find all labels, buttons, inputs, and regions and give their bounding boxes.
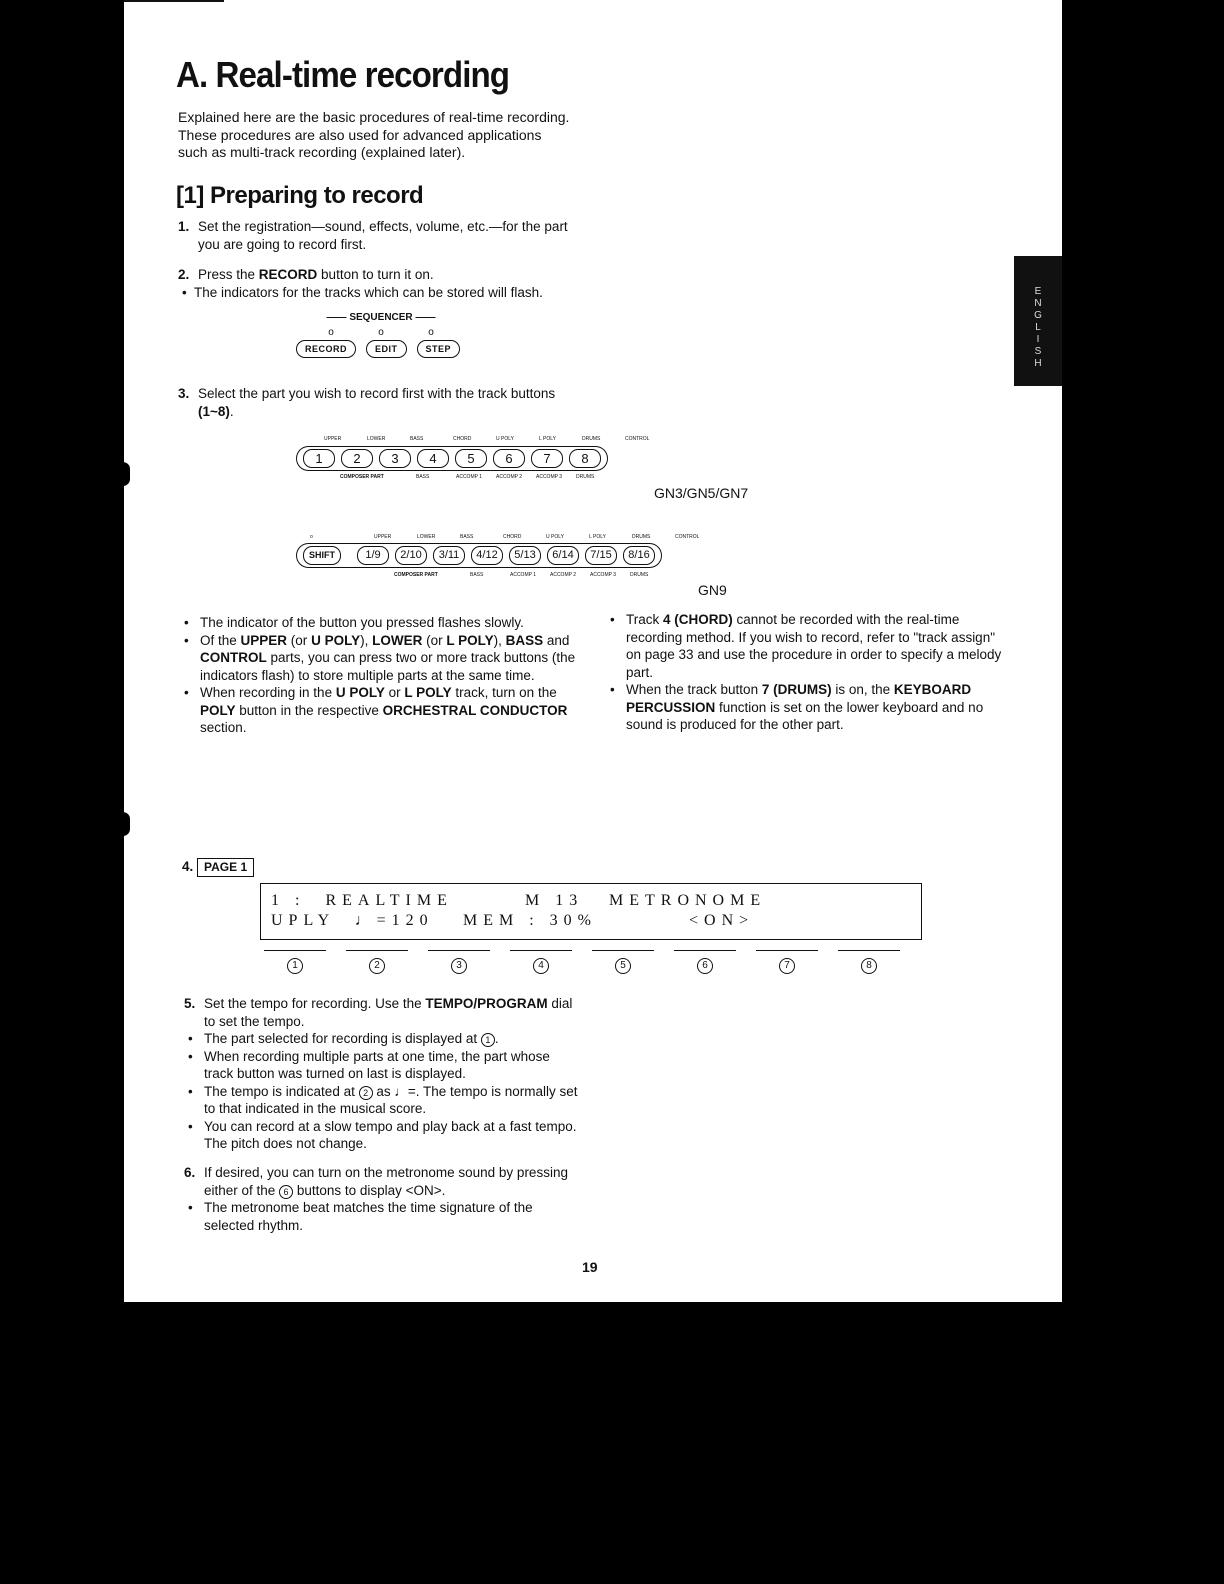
step-number: 1. [178,219,190,234]
bullet [180,684,576,737]
binding-hole [124,462,130,486]
track-button-1-9[interactable]: 1/9 [357,546,389,565]
section-title: [1] Preparing to record [176,182,424,209]
part: BASS [470,572,484,578]
track-button-5-13[interactable]: 5/13 [509,546,541,565]
lcd-button-8[interactable] [838,950,900,974]
indicator: L POLY [539,436,556,442]
t: or [384,685,405,700]
record-word: RECORD [258,267,318,282]
bullet: • When recording multiple parts at one time, the part whose track button was turned on last is displayed. [184,1048,578,1083]
manual-page [124,0,1062,1302]
step-text [198,266,598,284]
tab-letter: E [1034,286,1042,297]
indicator: LOWER [367,436,386,442]
text: Press the [198,267,259,282]
track-button-3[interactable]: 3 [379,449,411,468]
t: KEYBOARD PERCUSSION [626,682,972,715]
edit-button[interactable]: EDIT [366,340,407,358]
text: button to turn it on. [317,267,434,282]
tab-letter: I [1036,334,1040,345]
lcd-measure: M 13 [525,892,584,909]
tab-letter: N [1034,298,1042,309]
t: (or [422,632,447,648]
t: When the track button [626,682,762,697]
indicator: CHORD [503,534,522,540]
text: Select the part you wish to record first with the track buttons [198,386,556,401]
step-2 [178,266,598,301]
record-button[interactable]: RECORD [296,340,356,358]
step-3 [178,385,578,420]
t: Track [626,612,663,627]
track-button-8-16[interactable]: 8/16 [623,546,655,565]
marker-number: 6 [697,958,713,974]
sequencer-label-text: SEQUENCER [349,312,413,323]
bullet [606,611,1002,681]
t: The tempo is indicated at [204,1083,359,1099]
track-buttons-gn357 [296,446,608,471]
indicator: U POLY [496,436,514,442]
step-number: 5. [184,996,196,1011]
tab-letter: L [1035,322,1041,333]
step-text [198,385,578,420]
indicator: BASS [460,534,474,540]
track-button-7[interactable]: 7 [531,449,563,468]
track-indicators-gn357 [324,436,668,442]
marker-number: 5 [615,958,631,974]
t: CONTROL [200,650,267,665]
track-button-4[interactable]: 4 [417,449,449,468]
marker-ref: 1 [481,1033,495,1047]
shift-indicator-icon: o [310,534,313,540]
sequencer-panel [296,312,466,358]
step-text [204,995,578,1030]
step-6 [184,1164,578,1234]
t: is on, the [831,682,894,697]
composer-parts-gn357 [340,474,616,480]
lcd-button-7[interactable] [756,950,818,974]
bullet [606,681,1002,734]
part: DRUMS [576,474,595,480]
track-button-6[interactable]: 6 [493,449,525,468]
t: L POLY [446,632,494,648]
page-1-button[interactable]: PAGE 1 [197,858,254,877]
marker-ref: 2 [359,1086,373,1100]
lcd-button-1[interactable] [264,950,326,974]
marker-number: 8 [861,958,877,974]
marker-number: 7 [779,958,795,974]
lcd-mode: 1 : REALTIME [271,892,453,909]
step-text: Set the registration—sound, effects, volume, etc.—for the part you are going to record first. [198,219,568,252]
t: The part selected for recording is displayed at [204,1031,481,1046]
t: 7 (DRUMS) [761,682,832,697]
step-number: 2. [178,267,190,282]
bullet: • The metronome beat matches the time signature of the selected rhythm. [184,1199,578,1234]
step-number: 4. [182,859,194,874]
lcd-button-2[interactable] [346,950,408,974]
t: ), [493,632,506,648]
track-button-4-12[interactable]: 4/12 [471,546,503,565]
bullet [180,632,576,685]
t: button in the respective [235,702,383,718]
t: POLY [200,702,236,718]
page-number: 19 [582,1259,598,1275]
track-button-1[interactable]: 1 [303,449,335,468]
binding-hole [124,812,130,836]
language-tab [1014,256,1062,386]
bullet: • You can record at a slow tempo and play back at a fast tempo. The pitch does not change. [184,1118,578,1153]
part: BASS [416,474,430,480]
bullet: • The indicator of the button you pressed flashes slowly. [180,614,576,632]
step-button[interactable]: STEP [417,340,461,358]
t: Set the tempo for recording. Use the [204,996,426,1011]
indicator: UPPER [374,534,392,540]
t: UPPER [240,632,288,648]
step-5 [184,995,578,1153]
t: ), [360,632,373,648]
track-button-8[interactable]: 8 [569,449,601,468]
t: TEMPO/PROGRAM [425,996,548,1011]
marker-number: 3 [451,958,467,974]
lcd-display [260,883,922,940]
track-indicators-gn9 [310,534,718,540]
composer-parts-gn9 [394,572,670,578]
lcd-button-3[interactable] [428,950,490,974]
t: section. [200,720,247,735]
indicator: LOWER [417,534,436,540]
track-button-2-10[interactable]: 2/10 [395,546,427,565]
t: and [543,632,570,648]
step-number: 3. [178,386,190,401]
indicator: CHORD [453,436,472,442]
t: buttons to display <ON>. [293,1182,446,1198]
step-text [204,1164,578,1199]
indicator: UPPER [324,436,342,442]
step-4 [182,858,254,877]
left-bullets [180,614,576,737]
t: dial to set the tempo. [204,996,573,1029]
t: LOWER [372,632,423,648]
sequencer-buttons [296,340,466,358]
marker-number: 4 [533,958,549,974]
t: U POLY [311,632,361,648]
right-bullets [606,611,1002,734]
track-button-6-14[interactable]: 6/14 [547,546,579,565]
track-button-5[interactable]: 5 [455,449,487,468]
top-rule [124,0,224,2]
marker-ref: 6 [279,1185,293,1199]
indicator: CONTROL [625,436,650,442]
text: . [229,403,234,419]
indicator-icon: o [328,327,334,338]
part: ACCOMP 1 [510,572,537,578]
t: parts, you can press two or more track buttons (the indicators flash) to store multiple parts at the same time. [200,650,576,683]
t: 4 (CHORD) [663,612,733,627]
lcd-metronome-value: <ON> [689,912,755,929]
indicator: CONTROL [675,534,700,540]
tab-letter: S [1034,346,1042,357]
tab-letter: H [1034,358,1042,369]
t: track, turn on the [451,685,557,700]
indicator: DRUMS [582,436,601,442]
t: . [494,1031,499,1046]
t: (or [287,632,312,648]
part: DRUMS [630,572,649,578]
part: ACCOMP 3 [590,572,617,578]
track-button-3-11[interactable]: 3/11 [433,546,465,565]
bullet [184,1083,578,1118]
shift-button[interactable]: SHIFT [303,546,341,565]
indicator-icon: o [378,327,384,338]
model-caption: GN9 [698,582,727,598]
tab-letter: G [1034,310,1042,321]
part: ACCOMP 3 [536,474,563,480]
t: When recording in the [200,685,336,700]
part: ACCOMP 1 [456,474,483,480]
bullet: • The indicators for the tracks which can be stored will flash. [178,284,598,302]
track-buttons-gn9 [296,543,662,568]
composer-label: COMPOSER PART [340,474,384,480]
t: function is set on the lower keyboard and no sound is produced for the other part. [626,699,984,732]
indicator: BASS [410,436,424,442]
marker-number: 1 [287,958,303,974]
indicator: U POLY [546,534,564,540]
lcd-metronome-label: METRONOME [609,892,767,909]
part: ACCOMP 2 [496,474,523,480]
lcd-button-6[interactable] [674,950,736,974]
page-title: A. Real-time recording [176,54,510,95]
lcd-part-tempo: UPLY ♩=120 [271,912,434,929]
indicator-icon: o [428,327,434,338]
lcd-button-4[interactable] [510,950,572,974]
lcd-button-5[interactable] [592,950,654,974]
step-1 [178,218,578,253]
sequencer-label: —— SEQUENCER —— [326,312,436,323]
composer-label: COMPOSER PART [394,572,438,578]
t: BASS [505,632,544,648]
t: If desired, you can turn on the metronome sound by pressing either of the [204,1165,568,1198]
t: L POLY [404,685,452,700]
lcd-memory: MEM : 30% [463,912,597,929]
indicator: L POLY [589,534,606,540]
model-caption: GN3/GN5/GN7 [654,485,749,501]
bullet [184,1030,578,1048]
part: ACCOMP 2 [550,572,577,578]
indicator: DRUMS [632,534,651,540]
t: ORCHESTRAL CONDUCTOR [382,702,568,718]
intro-paragraph: Explained here are the basic procedures of real-time recording. These procedures are also used for advanced applications such as multi-track recording (explained later). [178,109,570,160]
t: U POLY [335,685,385,700]
sequencer-indicators [296,327,466,338]
t: Of the [200,632,241,648]
t: as ♩=. The tempo is normally set to that indicated in the musical score. [204,1083,578,1116]
range: (1~8) [198,403,230,419]
step-number: 6. [184,1165,196,1180]
marker-number: 2 [369,958,385,974]
track-button-2[interactable]: 2 [341,449,373,468]
track-button-7-15[interactable]: 7/15 [585,546,617,565]
t: cannot be recorded with the real-time recording method. If you wish to record, refer to "track assign" on page 33 and use the procedure in order to specify a melody part. [626,612,1002,680]
